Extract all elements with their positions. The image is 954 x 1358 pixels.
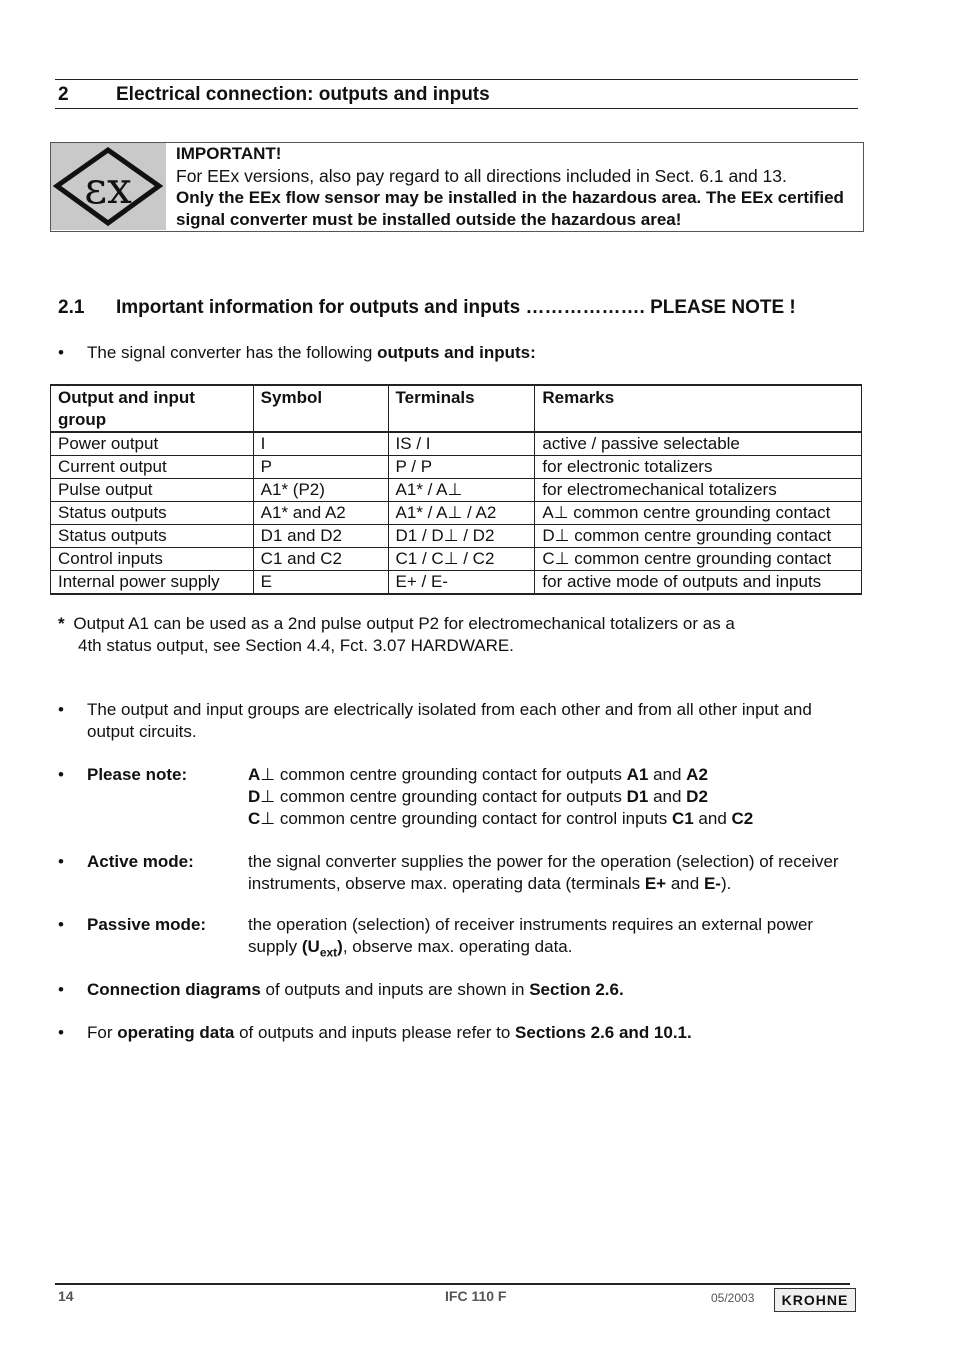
ex-hazard-icon bbox=[51, 143, 166, 230]
note-sym: D bbox=[248, 787, 261, 806]
table-row bbox=[51, 456, 862, 479]
note-sym: C bbox=[248, 809, 261, 828]
active-end: ). bbox=[720, 874, 732, 893]
passive-text: the operation (selection) of receiver instruments requires an external power supply bbox=[248, 915, 814, 956]
opdata-mid: of outputs and inputs please refer to bbox=[234, 1023, 516, 1042]
table-row bbox=[51, 479, 862, 502]
passive-b: (U bbox=[301, 937, 320, 956]
cell-group: Current output bbox=[51, 456, 254, 479]
cell-group: Status outputs bbox=[51, 525, 254, 548]
bullet-icon: • bbox=[58, 343, 64, 362]
bullet-icon: • bbox=[58, 980, 64, 999]
subsection-title: Important information for outputs and inputs ………………. PLEASE NOTE ! bbox=[116, 297, 796, 318]
active-mode-label: Active mode: bbox=[87, 852, 194, 871]
note-text: ⊥ common centre grounding contact for outputs bbox=[260, 787, 627, 806]
active-mode-bullet bbox=[58, 851, 858, 895]
active-and: and bbox=[666, 874, 704, 893]
opdata-b1: operating data bbox=[117, 1023, 235, 1042]
please-note-bullet bbox=[58, 764, 858, 830]
passive-mode-bullet bbox=[58, 914, 858, 958]
cell-remarks: C⊥ common centre grounding contact bbox=[535, 548, 862, 571]
table-row bbox=[51, 502, 862, 525]
footnote-line1: Output A1 can be used as a 2nd pulse output P2 for electromechanical totalizers or as a bbox=[73, 614, 735, 633]
section-title: Electrical connection: outputs and inputs bbox=[116, 84, 490, 105]
note-sym: A bbox=[248, 765, 261, 784]
cell-remarks: active / passive selectable bbox=[535, 432, 862, 456]
cell-symbol: P bbox=[253, 456, 388, 479]
bullet-icon: • bbox=[58, 1023, 64, 1042]
col-header-group: Output and input group bbox=[51, 385, 254, 432]
table-body bbox=[51, 432, 862, 594]
isolation-text: The output and input groups are electrically isolated from each other and from all other input and output circuits. bbox=[87, 700, 812, 741]
footer-date: 05/2003 bbox=[711, 1291, 755, 1305]
footnote-star: * bbox=[58, 614, 65, 633]
diagrams-mid: of outputs and inputs are shown in bbox=[260, 980, 530, 999]
isolation-bullet bbox=[58, 699, 858, 743]
cell-symbol: E bbox=[253, 571, 388, 595]
note-b1: C1 bbox=[671, 809, 694, 828]
cell-symbol: C1 and C2 bbox=[253, 548, 388, 571]
note-text: ⊥ common centre grounding contact for outputs bbox=[260, 765, 627, 784]
cell-group: Pulse output bbox=[51, 479, 254, 502]
note-and: and bbox=[648, 787, 687, 806]
cell-terminals: IS / I bbox=[388, 432, 535, 456]
important-text bbox=[176, 143, 856, 231]
subsection-number: 2.1 bbox=[58, 297, 85, 318]
cell-terminals: E+ / E- bbox=[388, 571, 535, 595]
opdata-b2: Sections 2.6 and 10.1. bbox=[515, 1023, 692, 1042]
opdata-pre: For bbox=[87, 1023, 118, 1042]
passive-end: , observe max. operating data. bbox=[342, 937, 573, 956]
footnote bbox=[58, 613, 858, 657]
note-line-a bbox=[248, 764, 858, 786]
intro-prefix: The signal converter has the following bbox=[87, 343, 378, 362]
krohne-logo: KROHNE bbox=[774, 1288, 856, 1312]
table-row bbox=[51, 548, 862, 571]
bullet-icon: • bbox=[58, 915, 64, 934]
please-note-lines bbox=[248, 764, 858, 830]
cell-terminals: P / P bbox=[388, 456, 535, 479]
active-b1: E+ bbox=[644, 874, 667, 893]
note-b2: D2 bbox=[686, 787, 708, 806]
cell-symbol: I bbox=[253, 432, 388, 456]
note-b1: D1 bbox=[626, 787, 649, 806]
intro-bold: outputs and inputs: bbox=[377, 343, 536, 362]
cell-remarks: for active mode of outputs and inputs bbox=[535, 571, 862, 595]
cell-symbol: A1* and A2 bbox=[253, 502, 388, 525]
note-text: ⊥ common centre grounding contact for control inputs bbox=[260, 809, 672, 828]
diagrams-b1: Connection diagrams bbox=[87, 980, 261, 999]
section-number: 2 bbox=[58, 84, 69, 105]
page-number: 14 bbox=[58, 1288, 74, 1304]
cell-group: Status outputs bbox=[51, 502, 254, 525]
note-b1: A1 bbox=[626, 765, 649, 784]
cell-group: Control inputs bbox=[51, 548, 254, 571]
bullet-icon: • bbox=[58, 852, 64, 871]
important-warning: Only the EEx flow sensor may be installed in the hazardous area. The EEx certified signal converter must be installed outside the hazardous area! bbox=[176, 188, 844, 229]
diagrams-b2: Section 2.6. bbox=[529, 980, 624, 999]
note-b2: A2 bbox=[686, 765, 708, 784]
cell-group: Power output bbox=[51, 432, 254, 456]
bullet-icon: • bbox=[58, 765, 64, 784]
table-row bbox=[51, 525, 862, 548]
col-header-symbol: Symbol bbox=[253, 385, 388, 432]
note-b2: C2 bbox=[731, 809, 754, 828]
cell-terminals: A1* / A⊥ bbox=[388, 479, 535, 502]
please-note-label: Please note: bbox=[87, 765, 188, 784]
cell-terminals: D1 / D⊥ / D2 bbox=[388, 525, 535, 548]
col-header-remarks: Remarks bbox=[535, 385, 862, 432]
table-header-row bbox=[51, 385, 862, 432]
table-row bbox=[51, 432, 862, 456]
note-line-d bbox=[248, 786, 858, 808]
active-mode-text bbox=[248, 851, 858, 895]
io-table bbox=[50, 384, 862, 595]
bullet-icon: • bbox=[58, 700, 64, 719]
table-row bbox=[51, 571, 862, 595]
note-line-c bbox=[248, 808, 858, 830]
col-header-terminals: Terminals bbox=[388, 385, 535, 432]
footer-rule bbox=[55, 1283, 850, 1285]
passive-sub: ext bbox=[319, 945, 338, 960]
product-name: IFC 110 F bbox=[445, 1288, 507, 1304]
active-text: the signal converter supplies the power for the operation (selection) of receiver instruments, observe max. operating data (terminals bbox=[248, 852, 839, 893]
passive-mode-text bbox=[248, 914, 858, 963]
cell-terminals: A1* / A⊥ / A2 bbox=[388, 502, 535, 525]
cell-remarks: D⊥ common centre grounding contact bbox=[535, 525, 862, 548]
top-rule bbox=[55, 79, 858, 80]
cell-terminals: C1 / C⊥ / C2 bbox=[388, 548, 535, 571]
important-line1: For EEx versions, also pay regard to all directions included in Sect. 6.1 and 13. bbox=[176, 166, 787, 186]
passive-mode-label: Passive mode: bbox=[87, 915, 207, 934]
footnote-line2: 4th status output, see Section 4.4, Fct. 3.07 HARDWARE. bbox=[78, 636, 514, 655]
note-and: and bbox=[693, 809, 732, 828]
active-b2: E- bbox=[703, 874, 721, 893]
cell-group: Internal power supply bbox=[51, 571, 254, 595]
svg-text:εx: εx bbox=[84, 163, 132, 214]
cell-remarks: for electromechanical totalizers bbox=[535, 479, 862, 502]
cell-symbol: A1* (P2) bbox=[253, 479, 388, 502]
cell-symbol: D1 and D2 bbox=[253, 525, 388, 548]
note-and: and bbox=[648, 765, 687, 784]
cell-remarks: for electronic totalizers bbox=[535, 456, 862, 479]
passive-b-end: ) bbox=[337, 937, 343, 956]
important-heading: IMPORTANT! bbox=[176, 144, 282, 163]
cell-remarks: A⊥ common centre grounding contact bbox=[535, 502, 862, 525]
section-rule bbox=[55, 108, 858, 109]
